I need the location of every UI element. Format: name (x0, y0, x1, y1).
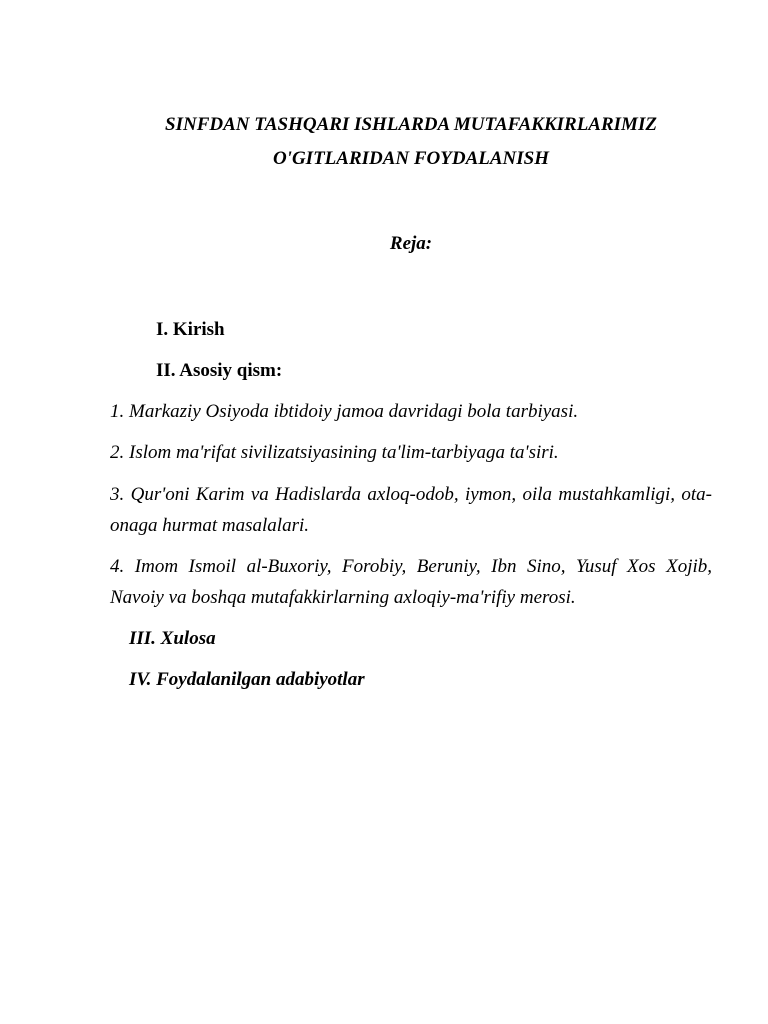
title-line-2: O'GITLARIDAN FOYDALANISH (272, 148, 550, 169)
plan-heading: Reja: (389, 233, 433, 254)
section-references: IV. Foydalanilgan adabiyotlar (129, 669, 365, 690)
plan-item-4: 4. Imom Ismoil al-Buxoriy, Forobiy, Beruniy, Ibn Sino, Yusuf Xos Xojib, Navoiy va boshqa mutafakkirlarning axloqiy-ma'rifiy merosi. (110, 556, 712, 608)
section-intro: I. Kirish (156, 319, 225, 340)
section-conclusion: III. Xulosa (129, 628, 216, 649)
plan-item-1: 1. Markaziy Osiyoda ibtidoiy jamoa davridagi bola tarbiyasi. (110, 401, 579, 422)
plan-item-3: 3. Qur'oni Karim va Hadislarda axloq-odob, iymon, oila mustahkamligi, ota-onaga hurmat masalalari. (110, 484, 712, 536)
plan-item-2: 2. Islom ma'rifat sivilizatsiyasining ta'lim-tarbiyaga ta'siri. (110, 442, 559, 463)
title-line-1: SINFDAN TASHQARI ISHLARDA MUTAFAKKIRLARIMIZ (165, 114, 657, 135)
section-main: II. Asosiy qism: (156, 360, 283, 381)
document-title (110, 108, 712, 176)
